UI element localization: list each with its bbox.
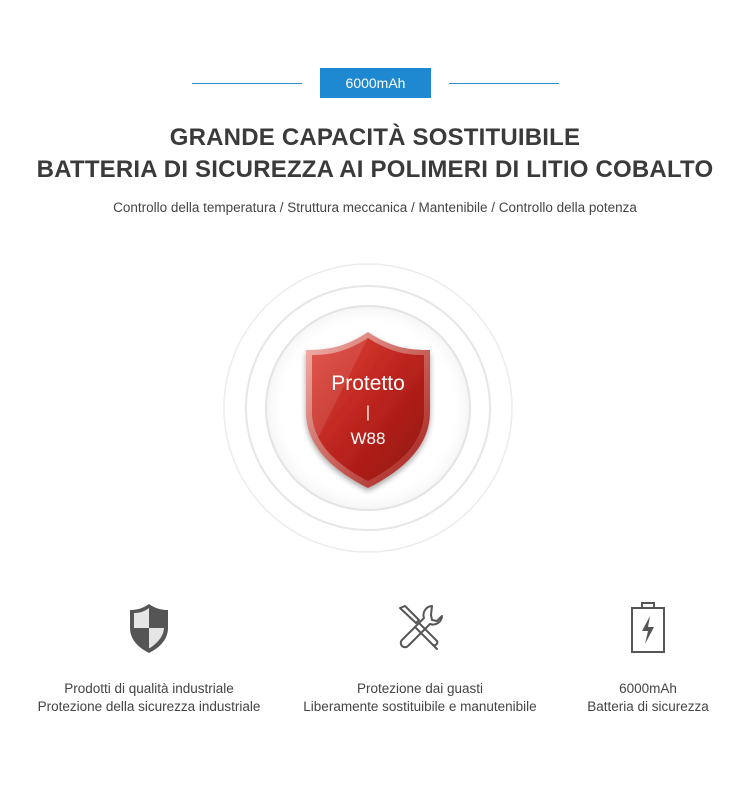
- header-line-right: [449, 83, 559, 84]
- feature-battery: [570, 600, 726, 716]
- shield-icon: [125, 600, 173, 656]
- page-subtitle: Controllo della temperatura / Struttura meccanica / Mantenibile / Controllo della potenza: [113, 200, 637, 215]
- shield-separator: |: [365, 404, 371, 421]
- feature-line1: Protezione dai guasti: [356, 681, 484, 696]
- capacity-badge: 6000mAh: [320, 68, 431, 98]
- header-line-left: [192, 83, 302, 84]
- feature-line2: Liberamente sostituibile e manutenibile: [303, 699, 537, 714]
- page-title-line2: BATTERIA DI SICUREZZA AI POLIMERI DI LITIO COBALTO: [36, 156, 714, 183]
- feature-fault-protection: [284, 600, 556, 716]
- tools-icon: [392, 600, 448, 656]
- page-title-line1: GRANDE CAPACITÀ SOSTITUIBILE: [169, 124, 581, 151]
- feature-line2: Batteria di sicurezza: [587, 699, 709, 714]
- shield-graphic: [222, 262, 514, 554]
- feature-industrial-quality: [23, 600, 275, 716]
- features-row: [0, 600, 750, 730]
- feature-line2: Protezione della sicurezza industriale: [37, 699, 261, 714]
- shield-label-protected: Protetto: [331, 372, 405, 395]
- battery-charge-icon: [628, 600, 668, 656]
- header-row: [0, 68, 750, 98]
- shield-rings-svg: [222, 262, 514, 554]
- feature-line1: Prodotti di qualità industriale: [64, 681, 234, 696]
- feature-line1: 6000mAh: [619, 681, 677, 696]
- shield-label-model: W88: [350, 429, 386, 448]
